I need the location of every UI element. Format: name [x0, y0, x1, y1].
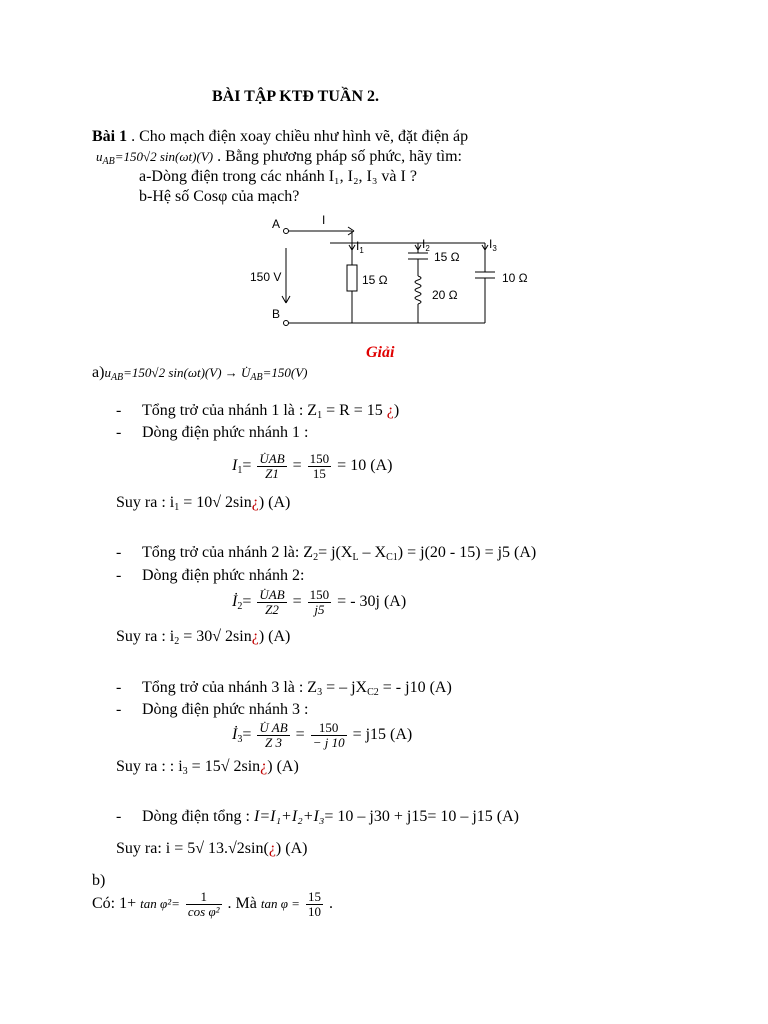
- source-label: 150 V: [250, 270, 282, 284]
- part-b-label: b): [92, 872, 106, 889]
- capacitor1-label: 15 Ω: [434, 250, 460, 264]
- branch2-current-title: - Dòng điện phức nhánh 2:: [116, 567, 305, 584]
- terminal-b: [284, 321, 289, 326]
- branch2-impedance: - Tổng trở của nhánh 2 là: $Z_2= j(X_L - X_{C1}) = j(20 - 15) = j5$ (A): [116, 544, 537, 563]
- circuit-diagram: [240, 210, 540, 335]
- problem-intro: . Cho mạch điện xoay chiều như hình vẽ, đặt điện áp: [127, 128, 469, 145]
- branch1-current-title: - Dòng điện phức nhánh 1 :: [116, 424, 309, 441]
- inductor-coil: [415, 276, 421, 304]
- voltage-rhs: =150√2 sin(ωt)(V): [114, 149, 214, 164]
- arrow-total-head-a: [348, 227, 354, 231]
- capacitor2-label: 10 Ω: [502, 271, 528, 285]
- current-1-label: $I_1$: [356, 239, 364, 255]
- branch3-impedance: - Tổng trở của nhánh 3 là : $Z_3$ = – $jX_{C2}$ = - j10 (A): [116, 679, 452, 698]
- total-current: - Dòng điện tổng : I=I₁+I₂+I₃= 10 – j30 + j15= 10 – j15 (A): [116, 808, 520, 825]
- i1-formula: $I_1=$ $\frac{U̇AB}{Z1}$ = $\frac{150}{15}$ = 10 (A): [232, 451, 393, 481]
- current-3-label: $I_3$: [489, 237, 497, 253]
- problem-method: . Bằng phương pháp số phức, hãy tìm:: [213, 148, 462, 165]
- problem-line-1: [92, 128, 468, 146]
- i2-formula: $İ_2=$ $\frac{U̇AB}{Z2}$ = $\frac{150}{j5}$ = - 30j (A): [232, 587, 407, 617]
- problem-label: Bài 1: [92, 128, 128, 145]
- node-a-label: A: [272, 217, 281, 231]
- node-b-label: B: [272, 307, 281, 321]
- branch1-impedance: - Tổng trở của nhánh 1 là : $Z_1 = R = 15$ ¿): [116, 402, 400, 421]
- problem-line-2: [96, 148, 462, 168]
- solution-a-prefix: a): [92, 364, 105, 381]
- solution-a-sub2: AB: [250, 372, 263, 383]
- branch3-current-title: - Dòng điện phức nhánh 3 :: [116, 701, 309, 718]
- i1-time: Suy ra : $i_1 = 10√$ 2sin¿) (A): [116, 494, 291, 513]
- source-arrow-head-a: [282, 296, 286, 303]
- solution-a-rhs: =150√2 sin(ωt)(V) → U̇: [123, 365, 251, 380]
- solution-a-rhs2: =150(V): [262, 365, 308, 380]
- solution-a-line: [92, 364, 308, 384]
- part-b-line: Có: 1+ tan φ²= $\frac{1}{\text{cos φ²}}$ . Mà tan φ = $\frac{15}{10}$ .: [92, 889, 333, 919]
- solution-a-expr: u: [104, 365, 111, 380]
- solution-a-sub: AB: [110, 372, 124, 383]
- voltage-expr: u: [96, 149, 103, 164]
- i2-time: Suy ra : $i_2 = 30√$ 2sin¿) (A): [116, 628, 291, 647]
- page-title: BÀI TẬP KTĐ TUẦN 2.: [212, 88, 379, 105]
- current-total-label: I: [322, 213, 326, 227]
- solution-heading: Giải: [366, 344, 395, 361]
- inductor-label: 20 Ω: [432, 288, 458, 302]
- source-arrow-head-b: [286, 296, 290, 303]
- terminal-a: [284, 229, 289, 234]
- i3-time: Suy ra : : $i_3 = 15√$ 2sin¿) (A): [116, 758, 299, 777]
- resistor: [347, 265, 357, 291]
- current-2-label: $I_2$: [422, 237, 430, 253]
- i3-formula: $İ_3=$ $\frac{U̇ AB}{Z 3}$ = $\frac{150}{- j 10}$ = j15 (A): [232, 720, 413, 750]
- total-time: Suy ra: i = 5√ 13.√2sin(¿) (A): [116, 840, 308, 857]
- resistor-label: 15 Ω: [362, 273, 388, 287]
- arrow-total-head-b: [348, 231, 354, 235]
- problem-part-a: a-Dòng điện trong các nhánh I₁, I₂, I₃ và I ?: [139, 168, 417, 185]
- voltage-sub: AB: [102, 156, 115, 167]
- problem-part-b: b-Hệ số Cosφ của mạch?: [139, 188, 300, 205]
